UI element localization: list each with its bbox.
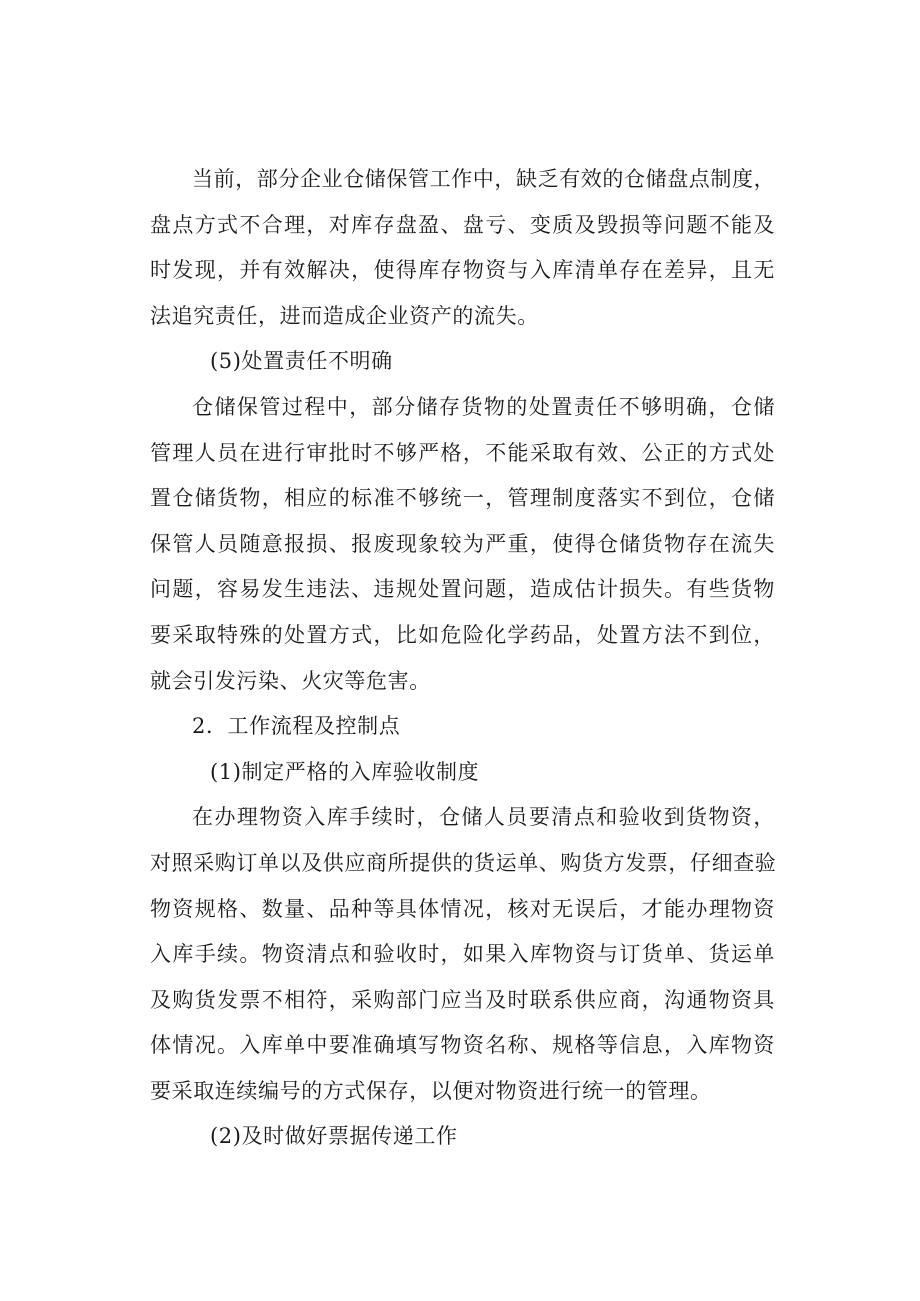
- text-line: 在办理物资入库手续时，仓储人员要清点和验收到货物资，: [192, 805, 775, 830]
- paragraph-inventory-check: [150, 157, 775, 339]
- subheading-disposal-responsibility: (5)处置责任不明确: [210, 349, 393, 374]
- heading-workflow-control-points: 2．工作流程及控制点: [192, 714, 401, 739]
- text-line: 对照采购订单以及供应商所提供的货运单、购货方发票，仔细查验: [150, 850, 777, 875]
- text-line: 及购货发票不相符，采购部门应当及时联系供应商，沟通物资具: [150, 987, 775, 1012]
- text-line: 仓储保管过程中，部分储存货物的处置责任不够明确，仓储: [192, 394, 775, 419]
- paragraph-inbound-inspection: [150, 795, 775, 1114]
- text-line: 入库手续。物资清点和验收时，如果入库物资与订货单、货运单: [150, 942, 775, 967]
- text-line: 盘点方式不合理，对库存盘盈、盘亏、变质及毁损等问题不能及: [150, 212, 775, 237]
- document-page: [150, 157, 775, 1160]
- text-line: 当前，部分企业仓储保管工作中，缺乏有效的仓储盘点制度，: [192, 167, 776, 191]
- text-line: 要采取特殊的处置方式，比如危险化学药品，处置方法不到位，: [150, 622, 775, 647]
- text-line: 要采取连续编号的方式保存，以便对物资进行统一的管理。: [150, 1078, 712, 1103]
- subheading-inbound-inspection: (1)制定严格的入库验收制度: [210, 759, 480, 784]
- text-line: 保管人员随意报损、报废现象较为严重，使得仓储货物存在流失: [150, 531, 775, 556]
- text-line: 时发现，并有效解决，使得库存物资与入库清单存在差异，且无: [150, 258, 775, 283]
- text-line: 置仓储货物，相应的标准不够统一，管理制度落实不到位，仓储: [150, 486, 775, 511]
- text-line: 体情况。入库单中要准确填写物资名称、规格等信息，入库物资: [150, 1033, 775, 1058]
- subheading-document-transfer: (2)及时做好票据传递工作: [210, 1124, 458, 1149]
- text-line: 就会引发污染、火灾等危害。: [150, 668, 431, 693]
- text-line: 法追究责任，进而造成企业资产的流失。: [150, 303, 539, 328]
- text-line: 物资规格、数量、品种等具体情况，核对无误后，才能办理物资: [150, 896, 775, 921]
- text-line: 管理人员在进行审批时不够严格，不能采取有效、公正的方式处: [150, 440, 775, 465]
- paragraph-disposal-responsibility: [150, 385, 775, 704]
- text-line: 问题，容易发生违法、违规处置问题，造成估计损失。有些货物: [150, 577, 775, 602]
